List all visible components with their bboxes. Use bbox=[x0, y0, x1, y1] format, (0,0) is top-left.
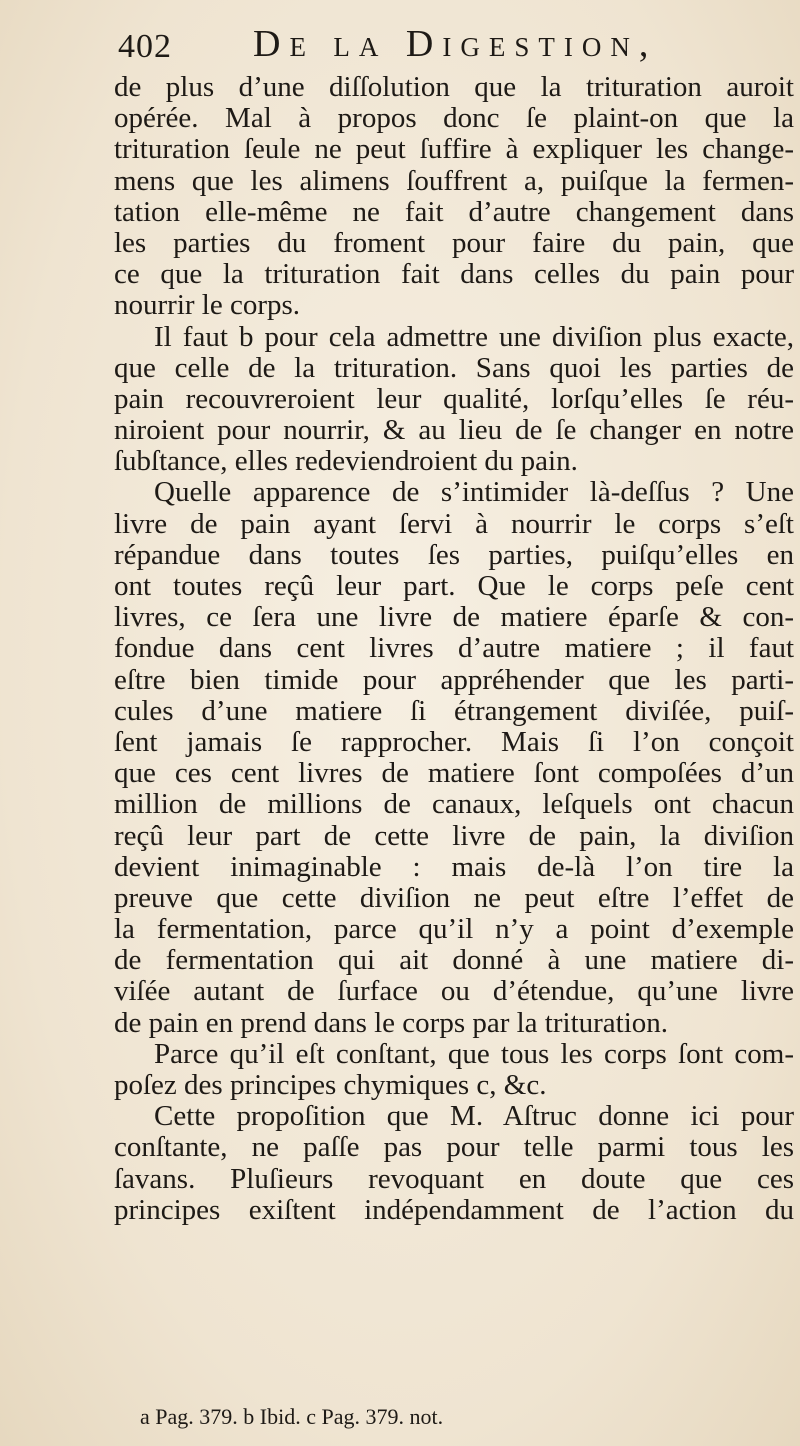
text-line: devient inimaginable : mais de-là l’on tire la bbox=[114, 850, 794, 883]
text-line: niroient pour nourrir, & au lieu de ſe changer en notre bbox=[114, 414, 794, 447]
text-line: poſez des principes chymiques c, &c. bbox=[114, 1069, 547, 1101]
text-line: Il faut b pour cela admettre une diviſion plus exacte, bbox=[154, 320, 794, 353]
text-line: viſée autant de ſurface ou d’étendue, qu’une livre bbox=[114, 975, 794, 1008]
text-line: pain recouvreroient leur qualité, lorſqu’elles ſe réu- bbox=[114, 382, 794, 415]
text-line: que celle de la trituration. Sans quoi les parties de bbox=[114, 351, 794, 384]
text-line: Cette propoſition que M. Aſtruc donne ici pour bbox=[154, 1100, 794, 1133]
running-title: De la Digestion, bbox=[253, 23, 658, 65]
text-line: la fermentation, parce qu’il n’y a point d’exemple bbox=[114, 913, 794, 946]
text-line: eſtre bien timide pour appréhender que les parti- bbox=[114, 663, 794, 696]
text-line: ce que la trituration fait dans celles du pain pour bbox=[114, 258, 794, 291]
text-line: ſavans. Pluſieurs revoquant en doute que ces bbox=[114, 1162, 794, 1195]
text-line: cules d’une matiere ſi étrangement diviſée, puiſ- bbox=[114, 694, 794, 727]
text-line: Parce qu’il eſt conſtant, que tous les corps ſont com- bbox=[154, 1037, 794, 1070]
text-line: les parties du froment pour faire du pain, que bbox=[114, 226, 794, 259]
text-line: ont toutes reçû leur part. Que le corps peſe cent bbox=[114, 570, 794, 602]
text-line: livres, ce ſera une livre de matiere éparſe & con- bbox=[114, 601, 794, 634]
body-text bbox=[114, 72, 794, 1226]
text-line: tation elle-même ne fait d’autre changement dans bbox=[114, 195, 794, 228]
text-line: de plus d’une diſſolution que la trituration auroit bbox=[114, 71, 794, 103]
text-line: million de millions de canaux, leſquels ont chacun bbox=[114, 788, 794, 821]
text-line: conſtante, ne paſſe pas pour telle parmi tous les bbox=[114, 1131, 794, 1164]
text-line: que ces cent livres de matiere ſont compoſées d’un bbox=[114, 757, 794, 790]
text-line: reçû leur part de cette livre de pain, la diviſion bbox=[114, 819, 794, 852]
text-line: principes exiſtent indépendamment de l’action du bbox=[114, 1193, 794, 1226]
text-line: Quelle apparence de s’intimider là-deſſus ? Une bbox=[154, 476, 794, 509]
text-line: de pain en prend dans le corps par la trituration. bbox=[114, 1006, 669, 1039]
text-line: fondue dans cent livres d’autre matiere ; il faut bbox=[114, 632, 794, 665]
text-line: opérée. Mal à propos donc ſe plaint-on que la bbox=[114, 102, 794, 135]
text-line: de fermentation qui ait donné à une matiere di- bbox=[114, 944, 794, 977]
text-line: livre de pain ayant ſervi à nourrir le corps s’eſt bbox=[114, 507, 794, 540]
page-number: 402 bbox=[118, 28, 172, 65]
text-line: mens que les alimens ſouffrent a, puiſque la fermen- bbox=[114, 164, 794, 197]
text-line: ſubſtance, elles redeviendroient du pain. bbox=[114, 445, 578, 478]
text-line: nourrir le corps. bbox=[114, 289, 301, 322]
footnotes: a Pag. 379. b Ibid. c Pag. 379. not. bbox=[140, 1404, 444, 1429]
text-line: ſent jamais ſe rapprocher. Mais ſi l’on conçoit bbox=[114, 725, 794, 758]
text-line: preuve que cette diviſion ne peut eſtre l’effet de bbox=[114, 881, 794, 914]
page-header bbox=[118, 22, 758, 74]
text-line: trituration ſeule ne peut ſuffire à expliquer les change- bbox=[114, 133, 794, 166]
text-line: répandue dans toutes ſes parties, puiſqu’elles en bbox=[114, 538, 794, 571]
